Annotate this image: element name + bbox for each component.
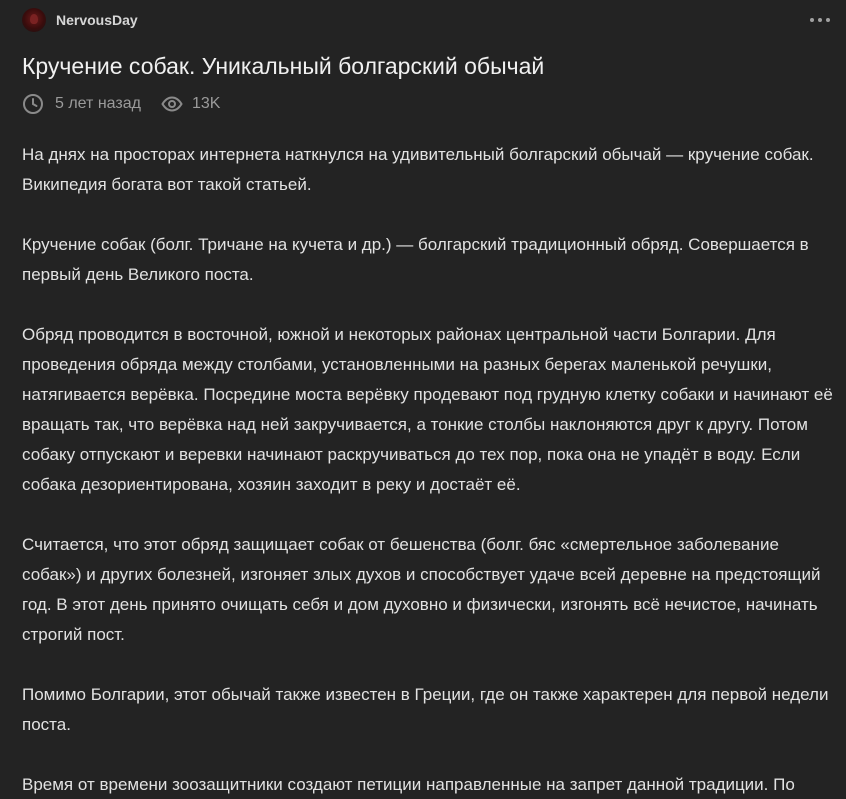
author-avatar[interactable] (22, 8, 46, 32)
post-views: 13K (191, 95, 221, 112)
paragraph: Время от времени зоозащитники создают петиции направленные на запрет данной традиции. По (22, 775, 795, 794)
post-header (22, 6, 834, 34)
eye-icon (161, 96, 183, 112)
clock-icon (22, 93, 44, 115)
post-title: Кручение собак. Уникальный болгарский обычай (22, 53, 545, 79)
author-name[interactable]: NervousDay (56, 12, 138, 28)
paragraph: Считается, что этот обряд защищает собак от бешенства (болг. бяс «смертельное заболевание собак») и других болезней, изгоняет злых духов и способствует удаче всей деревне на предстоящий год. В этот день принято очищать себя и дом духовно и физически, изгонять всё нечистое, начинать строгий пост. (22, 535, 821, 644)
paragraph: На днях на просторах интернета наткнулся на удивительный болгарский обычай — кручение собак. Википедия богата вот такой статьей. (22, 145, 814, 194)
more-options-button[interactable] (806, 6, 834, 34)
more-horizontal-icon (809, 17, 831, 23)
post-time: 5 лет назад (55, 95, 141, 112)
post-meta (22, 92, 220, 116)
paragraph: Помимо Болгарии, этот обычай также известен в Греции, где он также характерен для первой недели поста. (22, 685, 829, 734)
paragraph: Обряд проводится в восточной, южной и некоторых районах центральной части Болгарии. Для проведения обряда между столбами, установленными на разных берегах маленькой речушки, натягивается верёвка. Посредине моста верёвку продевают под грудную клетку собаки и начинают её вращать так, что верёвка над ней закручивается, а тонкие столбы наклоняются друг к другу. Потом собаку отпускают и веревки начинают раскручиваться до тех пор, пока она не упадёт в воду. Если собака дезориентирована, хозяин заходит в реку и достаёт её. (22, 325, 833, 494)
paragraph: Кручение собак (болг. Тричане на кучета и др.) — болгарский традиционный обряд. Совершается в первый день Великого поста. (22, 235, 809, 284)
post-body (22, 140, 838, 799)
